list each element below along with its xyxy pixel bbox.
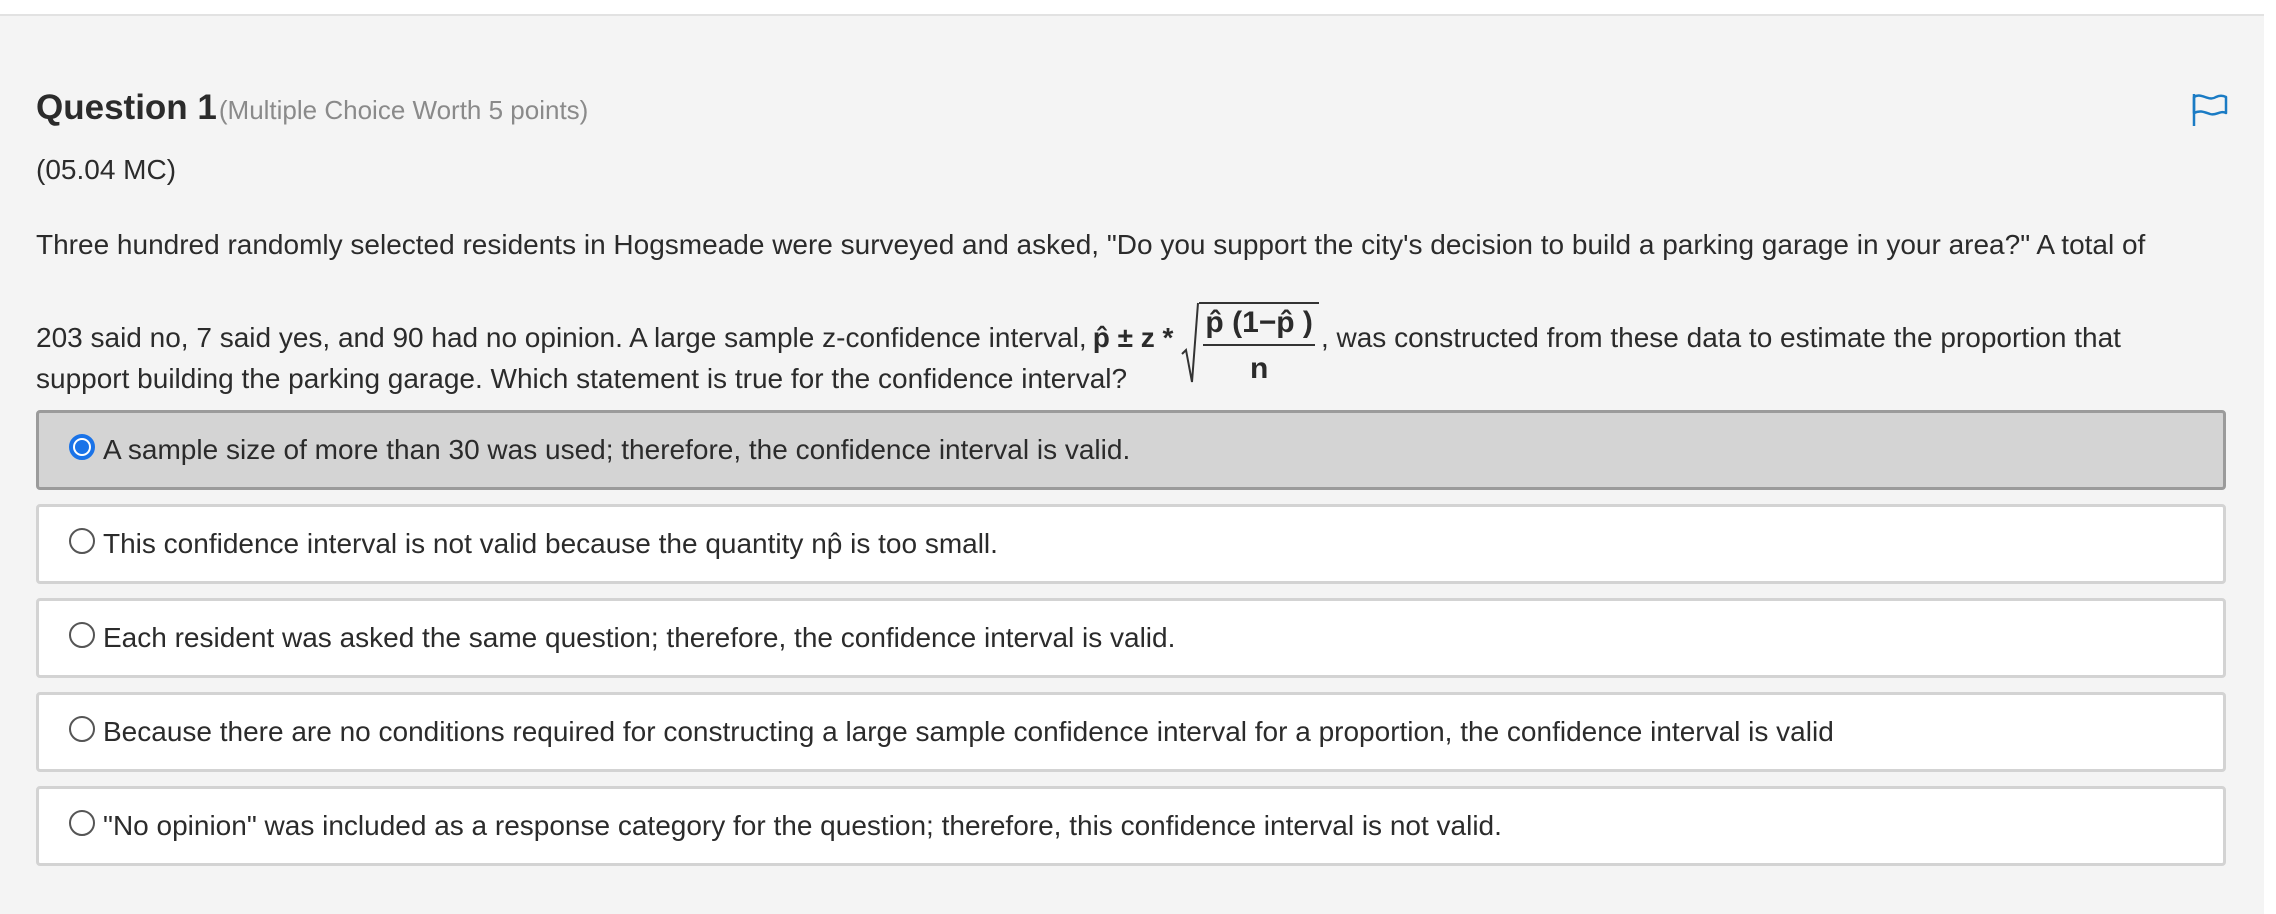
formula-lead: p̂ ± z * <box>1092 322 1174 353</box>
formula-denominator: n <box>1250 352 1269 385</box>
question-title: Question 1 <box>36 88 217 127</box>
sqrt-sign-icon <box>1181 302 1199 384</box>
answer-option-label: "No opinion" was included as a response category for the question; therefore, this confidence interval is not valid. <box>103 810 1502 841</box>
question-code: (05.04 MC) <box>36 154 177 185</box>
question-header <box>36 88 588 128</box>
radio-button[interactable] <box>69 622 95 648</box>
formula-fraction <box>1199 302 1319 386</box>
answer-option-5[interactable] <box>36 786 2226 866</box>
formula-sqrt <box>1181 302 1319 386</box>
stem-line-2-before: 203 said no, 7 said yes, and 90 had no opinion. A large sample z-confidence interval, <box>36 322 1087 353</box>
stem-line-1: Three hundred randomly selected residents in Hogsmeade were surveyed and asked, "Do you support the city's decision to build a parking garage in your area?" A total of <box>36 229 2146 260</box>
question-card <box>0 14 2264 914</box>
radio-button[interactable] <box>69 528 95 554</box>
formula-numerator: p̂ (1−p̂ ) <box>1203 306 1315 346</box>
question-points: (Multiple Choice Worth 5 points) <box>218 95 589 125</box>
answer-option-label: Because there are no conditions required for constructing a large sample confidence interval for a proportion, the confidence interval is valid <box>103 716 1834 747</box>
answer-option-2[interactable] <box>36 504 2226 584</box>
radio-button[interactable] <box>69 716 95 742</box>
answer-option-3[interactable] <box>36 598 2226 678</box>
answer-option-label: Each resident was asked the same question; therefore, the confidence interval is valid. <box>103 622 1176 653</box>
answer-option-4[interactable] <box>36 692 2226 772</box>
stem-line-3: support building the parking garage. Which statement is true for the confidence interval? <box>36 363 1128 394</box>
answer-option-label: A sample size of more than 30 was used; therefore, the confidence interval is valid. <box>103 434 1131 465</box>
flag-icon[interactable] <box>2190 92 2230 128</box>
answer-option-1[interactable] <box>36 410 2226 490</box>
answer-option-label: This confidence interval is not valid because the quantity np̂ is too small. <box>103 528 998 559</box>
stem-line-2-after: , was constructed from these data to estimate the proportion that <box>1320 322 2121 353</box>
radio-button[interactable] <box>69 810 95 836</box>
radio-button-selected[interactable] <box>69 434 95 460</box>
